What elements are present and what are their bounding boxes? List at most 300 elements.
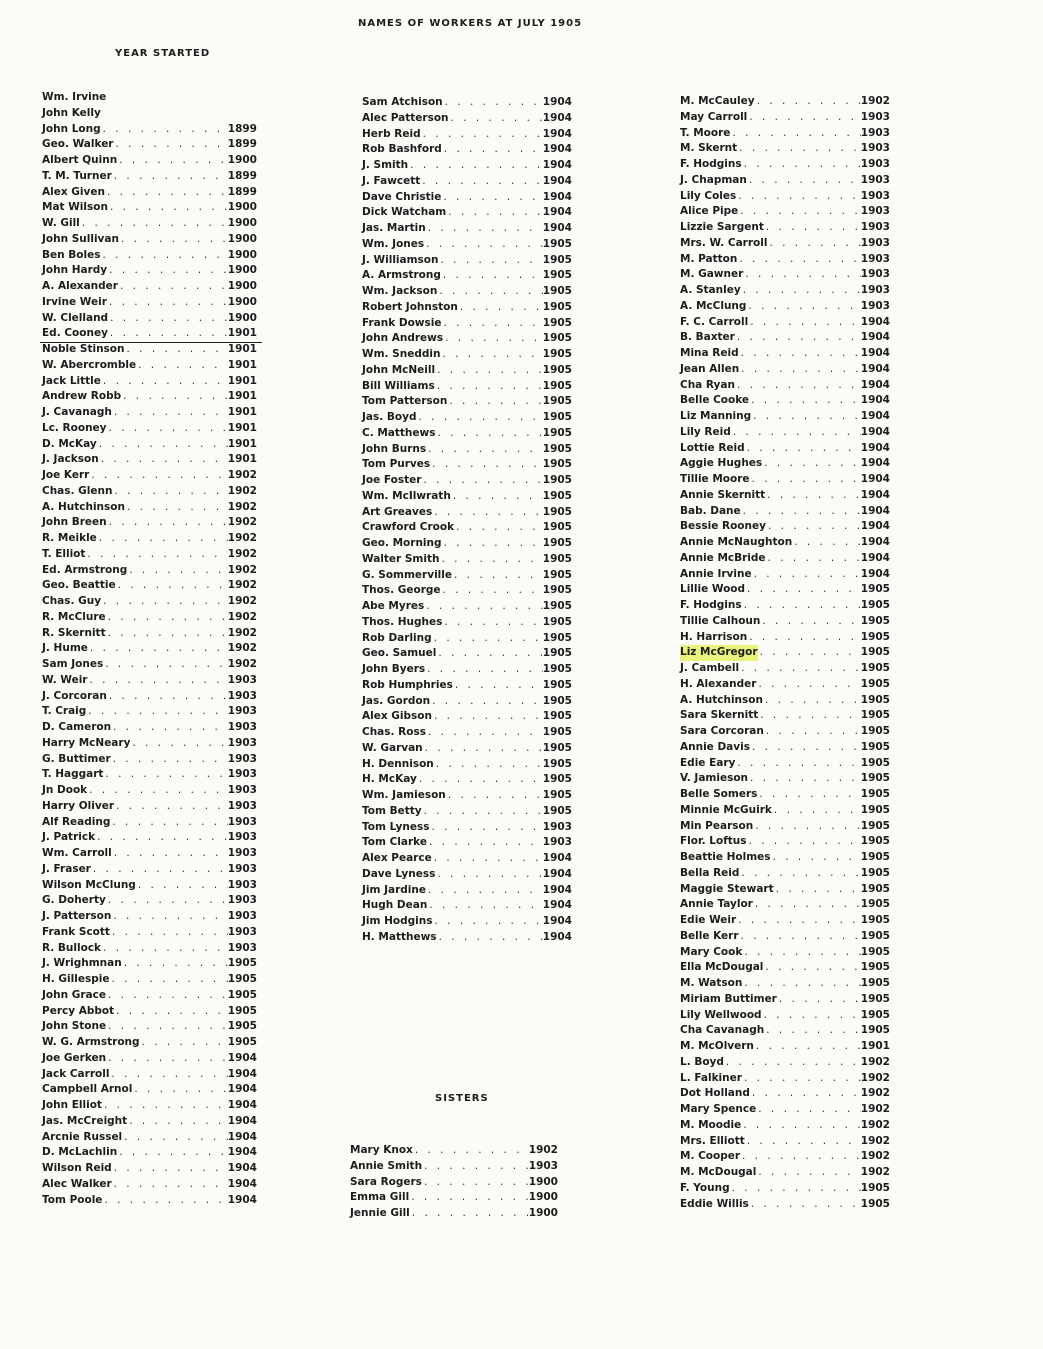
dot-leader: [747, 173, 861, 189]
worker-name: Tom Purves: [362, 458, 431, 471]
worker-name: T. M. Turner: [42, 169, 112, 182]
worker-row: [680, 645, 890, 661]
worker-row: [362, 316, 572, 332]
start-year: 1904: [542, 852, 572, 864]
worker-name: Jas. Gordon: [362, 694, 431, 707]
start-year: 1905: [542, 300, 572, 313]
dot-leader: [106, 1019, 228, 1035]
worker-row: [362, 599, 572, 615]
worker-row: [42, 248, 257, 264]
worker-row: [680, 834, 890, 850]
worker-name: D. Cameron: [42, 721, 112, 733]
worker-row: [362, 851, 572, 867]
worker-row: [362, 95, 572, 111]
worker-row: [680, 441, 890, 457]
worker-name: John Stone: [42, 1020, 107, 1033]
dot-leader: [118, 279, 228, 295]
worker-row: [362, 142, 572, 158]
worker-row: [680, 393, 890, 409]
worker-row: [680, 252, 890, 268]
dot-leader: [420, 174, 542, 190]
worker-name: Irvine Weir: [42, 295, 107, 308]
start-year: 1905: [542, 489, 572, 502]
worker-name: Edie Eary: [680, 756, 736, 769]
start-year: 1905: [227, 988, 257, 1001]
dot-leader: [430, 694, 543, 710]
worker-row: [42, 909, 257, 925]
start-year: 1902: [860, 1103, 890, 1115]
worker-name: Cha Ryan: [680, 378, 735, 391]
worker-name: W. G. Armstrong: [42, 1036, 140, 1048]
start-year: 1904: [860, 425, 890, 438]
worker-row: [680, 1197, 890, 1213]
start-year: 1900: [528, 1207, 558, 1219]
worker-name: Geo. Samuel: [362, 647, 437, 660]
start-year: 1904: [542, 899, 572, 912]
worker-row: [680, 771, 890, 787]
worker-name: Minnie McGuirk: [680, 803, 772, 816]
worker-row: [680, 157, 890, 173]
worker-row: [362, 615, 572, 631]
worker-name: Frank Dowsie: [362, 316, 442, 329]
dot-leader: [430, 457, 543, 473]
dot-leader: [105, 185, 228, 201]
worker-row: [350, 1190, 558, 1206]
worker-name: Mrs. W. Carroll: [680, 236, 768, 249]
worker-row: [680, 1165, 890, 1181]
start-year: 1900: [227, 280, 257, 292]
start-year: 1900: [227, 295, 257, 308]
worker-name: T. Moore: [680, 126, 731, 139]
start-year: 1903: [860, 189, 890, 202]
worker-name: Mary Knox: [350, 1144, 413, 1156]
dot-leader: [111, 909, 227, 925]
worker-name: Wm. McIlwrath: [362, 489, 451, 502]
worker-row: [680, 661, 890, 677]
start-year: 1905: [542, 426, 572, 439]
worker-row: [680, 504, 890, 520]
worker-name: Arcnie Russel: [42, 1130, 123, 1143]
start-year: 1903: [227, 878, 257, 891]
worker-row: [680, 803, 890, 819]
dot-leader: [447, 394, 542, 410]
dot-leader: [792, 535, 861, 551]
start-year: 1904: [542, 867, 572, 880]
worker-name: Maggie Stewart: [680, 882, 774, 895]
dot-leader: [750, 472, 861, 488]
start-year: 1903: [860, 236, 890, 249]
dot-leader: [766, 519, 861, 535]
worker-row: [680, 992, 890, 1008]
dot-leader: [122, 1130, 228, 1146]
worker-row: [42, 1114, 257, 1130]
dot-leader: [87, 783, 228, 799]
worker-row: [42, 405, 257, 421]
dot-leader: [763, 960, 860, 976]
worker-row: [362, 883, 572, 899]
start-year: 1903: [860, 110, 890, 123]
start-year: 1905: [860, 599, 890, 611]
worker-row: [42, 1098, 257, 1114]
worker-row: [42, 263, 257, 279]
dot-leader: [106, 610, 228, 626]
dot-leader: [91, 862, 228, 878]
worker-name: J. Cavanagh: [42, 406, 112, 418]
worker-name: J. Hume: [42, 642, 88, 655]
start-year: 1903: [227, 689, 257, 702]
worker-row: [680, 173, 890, 189]
start-year: 1903: [227, 815, 257, 828]
worker-row: [42, 925, 257, 941]
start-year: 1903: [528, 1159, 558, 1172]
worker-name: Mat Wilson: [42, 201, 108, 214]
start-year: 1905: [860, 929, 890, 942]
worker-name: Jim Hodgins: [362, 915, 433, 927]
worker-row: [350, 1143, 558, 1159]
dot-leader: [452, 568, 543, 584]
dot-leader: [89, 468, 227, 484]
start-year: 1902: [860, 1134, 890, 1147]
worker-name: L. Falkiner: [680, 1071, 742, 1084]
worker-name: Flor. Loftus: [680, 835, 747, 848]
worker-row: [42, 783, 257, 799]
start-year: 1905: [542, 395, 572, 408]
start-year: 1901: [227, 358, 257, 371]
worker-name: John Kelly: [42, 106, 101, 119]
worker-name: Lillie Wood: [680, 583, 746, 596]
worker-name: Joe Gerken: [42, 1051, 107, 1064]
worker-name: John McNeill: [362, 363, 436, 376]
worker-name: Geo. Walker: [42, 138, 114, 151]
worker-row: [42, 1019, 257, 1035]
worker-row: [42, 815, 257, 831]
worker-name: J. Patrick: [42, 831, 96, 844]
start-year: 1905: [542, 237, 572, 250]
worker-name: Tom Poole: [42, 1193, 103, 1206]
worker-name: J. Corcoran: [42, 689, 107, 702]
worker-name: Andrew Robb: [42, 390, 122, 403]
dot-leader: [443, 95, 543, 111]
start-year: 1902: [227, 532, 257, 544]
worker-row: [680, 519, 890, 535]
dot-leader: [114, 1004, 228, 1020]
worker-row: [680, 94, 890, 110]
worker-name: R. Bullock: [42, 941, 102, 954]
worker-name: A. Armstrong: [362, 269, 441, 282]
worker-name: T. Elliot: [42, 547, 86, 560]
worker-row: [362, 788, 572, 804]
start-year: 1905: [542, 789, 572, 801]
worker-name: Dave Christie: [362, 190, 442, 203]
worker-row: [42, 1161, 257, 1177]
worker-name: Alec Walker: [42, 1177, 112, 1190]
dot-leader: [439, 253, 543, 269]
worker-name: Liz McGregor: [680, 645, 758, 661]
worker-row: [362, 253, 572, 269]
start-year: 1904: [542, 883, 572, 896]
start-year: 1905: [542, 804, 572, 817]
worker-row: [680, 630, 890, 646]
worker-name: Eddie Willis: [680, 1197, 749, 1210]
start-year: 1903: [227, 784, 257, 796]
start-year: 1905: [542, 505, 572, 518]
worker-name: F. C. Carroll: [680, 315, 749, 328]
worker-name: M. Moodie: [680, 1118, 742, 1131]
worker-name: Lottie Reid: [680, 441, 745, 454]
dot-leader: [741, 283, 861, 299]
worker-name: Harry McNeary: [42, 736, 131, 749]
start-year: 1901: [227, 343, 257, 355]
dot-leader: [132, 1082, 227, 1098]
worker-row: [42, 1082, 257, 1098]
worker-row: [42, 374, 257, 390]
start-year: 1899: [227, 138, 257, 151]
worker-name: Sam Jones: [42, 658, 104, 670]
worker-row: [42, 342, 257, 358]
start-year: 1904: [860, 551, 890, 564]
worker-row: [42, 673, 257, 689]
dot-leader: [107, 295, 228, 311]
dot-leader: [772, 803, 861, 819]
dot-leader: [85, 547, 227, 563]
dot-leader: [446, 205, 543, 221]
worker-name: Wm. Irvine: [42, 91, 107, 103]
worker-name: Bab. Dane: [680, 504, 741, 517]
worker-name: Robert Johnston: [362, 300, 458, 313]
worker-name: Walter Smith: [362, 552, 440, 565]
worker-name: A. Alexander: [42, 280, 118, 292]
dot-leader: [125, 500, 228, 516]
dot-leader: [427, 835, 543, 851]
start-year: 1905: [860, 709, 890, 722]
start-year: 1905: [860, 977, 890, 989]
worker-name: Jas. McCreight: [42, 1114, 128, 1127]
worker-row: [680, 1039, 890, 1055]
worker-row: [362, 662, 572, 678]
start-year: 1900: [227, 311, 257, 324]
worker-name: J. Jackson: [42, 453, 99, 466]
worker-name: J. Chapman: [680, 173, 747, 186]
worker-row: [42, 1177, 257, 1193]
worker-row: [362, 221, 572, 237]
start-year: 1905: [542, 663, 572, 675]
worker-row: [680, 1086, 890, 1102]
worker-row: [362, 205, 572, 221]
worker-name: Alice Pipe: [680, 205, 739, 218]
dot-leader: [763, 693, 861, 709]
dot-leader: [753, 819, 861, 835]
worker-name: Ella McDougal: [680, 961, 764, 974]
dot-leader: [740, 1149, 861, 1165]
worker-row: [680, 110, 890, 126]
start-year: 1902: [227, 595, 257, 607]
worker-name: R. McClure: [42, 610, 106, 623]
worker-row: [362, 473, 572, 489]
start-year: 1903: [227, 925, 257, 938]
start-year: 1903: [860, 126, 890, 139]
dot-leader: [435, 867, 542, 883]
dot-leader: [758, 708, 861, 724]
dot-leader: [110, 925, 228, 941]
dot-leader: [410, 1206, 529, 1222]
worker-name: Dick Watcham: [362, 206, 447, 219]
sisters-list: [350, 1143, 558, 1222]
worker-name: Ed. Cooney: [42, 327, 108, 340]
dot-leader: [107, 689, 228, 705]
start-year: 1905: [542, 552, 572, 565]
worker-row: [42, 547, 257, 563]
start-year: 1905: [542, 411, 572, 423]
worker-name: W. Weir: [42, 673, 88, 686]
dot-leader: [449, 111, 543, 127]
worker-name: Emma Gill: [350, 1191, 410, 1204]
start-year: 1904: [860, 536, 890, 548]
worker-row: [362, 394, 572, 410]
start-year: 1904: [542, 111, 572, 124]
dot-leader: [112, 169, 228, 185]
worker-name: Tom Betty: [362, 804, 422, 817]
worker-name: Jim Jardine: [362, 883, 426, 896]
worker-name: Wilson McClung: [42, 878, 136, 891]
dot-leader: [408, 158, 543, 174]
worker-row: [680, 488, 890, 504]
start-year: 1903: [860, 221, 890, 233]
worker-row: [42, 1035, 257, 1051]
worker-name: T. Haggart: [42, 768, 104, 781]
worker-row: [680, 897, 890, 913]
dot-leader: [111, 720, 228, 736]
dot-leader: [441, 190, 542, 206]
worker-name: Geo. Beattie: [42, 579, 116, 592]
dot-leader: [730, 126, 860, 142]
worker-name: Belle Cooke: [680, 394, 750, 407]
dot-leader: [751, 409, 861, 425]
start-year: 1904: [860, 504, 890, 517]
start-year: 1905: [542, 363, 572, 376]
worker-row: [42, 610, 257, 626]
worker-row: [350, 1175, 558, 1191]
worker-name: Tillie Calhoun: [680, 614, 761, 627]
worker-name: Thos. George: [362, 584, 441, 597]
start-year: 1904: [542, 930, 572, 943]
worker-row: [680, 614, 890, 630]
worker-name: Chas. Ross: [362, 726, 426, 738]
dot-leader: [454, 520, 543, 536]
start-year: 1905: [860, 693, 890, 706]
dot-leader: [730, 1181, 861, 1197]
worker-name: A. Stanley: [680, 284, 741, 296]
dot-leader: [409, 1190, 529, 1206]
dot-leader: [426, 221, 543, 237]
worker-name: Alex Pearce: [362, 852, 432, 864]
worker-name: J. Cambell: [680, 662, 740, 674]
worker-row: [362, 111, 572, 127]
start-year: 1904: [860, 347, 890, 359]
start-year: 1905: [860, 1024, 890, 1037]
dot-leader: [442, 142, 543, 158]
dot-leader: [735, 378, 861, 394]
worker-row: [362, 284, 572, 300]
start-year: 1905: [542, 773, 572, 786]
worker-row: [362, 331, 572, 347]
worker-name: Jack Carroll: [42, 1067, 110, 1080]
start-year: 1903: [542, 836, 572, 849]
worker-name: Sara Skernitt: [680, 709, 759, 722]
worker-name: Geo. Morning: [362, 537, 442, 549]
start-year: 1905: [542, 694, 572, 707]
worker-row: [42, 878, 257, 894]
dot-leader: [107, 515, 228, 531]
worker-row: [42, 988, 257, 1004]
worker-row: [680, 378, 890, 394]
start-year: 1905: [542, 647, 572, 660]
worker-name: Bessie Rooney: [680, 520, 766, 533]
worker-row: [362, 442, 572, 458]
worker-name: Mina Reid: [680, 347, 739, 359]
start-year: 1904: [227, 1146, 257, 1159]
start-year: 1905: [542, 442, 572, 455]
start-year: 1900: [528, 1175, 558, 1188]
worker-row: [680, 551, 890, 567]
dot-leader: [422, 1159, 529, 1175]
worker-name: V. Jamieson: [680, 772, 749, 785]
dot-leader: [110, 815, 227, 831]
start-year: 1901: [227, 327, 257, 340]
start-year: 1904: [227, 1193, 257, 1206]
start-year: 1903: [227, 673, 257, 686]
dot-leader: [745, 441, 861, 457]
start-year: 1902: [227, 469, 257, 481]
dot-leader: [458, 300, 543, 316]
worker-row: [42, 641, 257, 657]
dot-leader: [103, 767, 227, 783]
start-year: 1899: [227, 169, 257, 182]
worker-row: [362, 536, 572, 552]
worker-row: [42, 830, 257, 846]
worker-row: [42, 232, 257, 248]
dot-leader: [422, 1175, 529, 1191]
worker-row: [680, 724, 890, 740]
start-year: 1904: [542, 127, 572, 140]
worker-name: Belle Kerr: [680, 929, 739, 942]
worker-name: Jn Dook: [42, 784, 88, 796]
worker-row: [680, 126, 890, 142]
worker-name: F. Young: [680, 1181, 730, 1194]
dot-leader: [755, 94, 861, 110]
dot-leader: [771, 850, 861, 866]
dot-leader: [446, 788, 543, 804]
worker-name: Annie Skernitt: [680, 488, 766, 501]
start-year: 1903: [227, 736, 257, 749]
dot-leader: [767, 236, 860, 252]
dot-leader: [112, 484, 227, 500]
worker-row: [680, 220, 890, 236]
dot-leader: [453, 678, 543, 694]
start-year: 1905: [542, 631, 572, 644]
worker-row: [680, 582, 890, 598]
worker-name: M. Watson: [680, 977, 743, 989]
worker-row: [362, 631, 572, 647]
dot-leader: [103, 657, 228, 673]
start-year: 1903: [860, 299, 890, 312]
start-year: 1904: [860, 378, 890, 391]
worker-name: Alf Reading: [42, 815, 111, 828]
dot-leader: [739, 866, 860, 882]
worker-name: F. Hodgins: [680, 599, 742, 611]
worker-name: F. Hodgins: [680, 158, 742, 170]
dot-leader: [731, 425, 861, 441]
start-year: 1903: [860, 142, 890, 155]
